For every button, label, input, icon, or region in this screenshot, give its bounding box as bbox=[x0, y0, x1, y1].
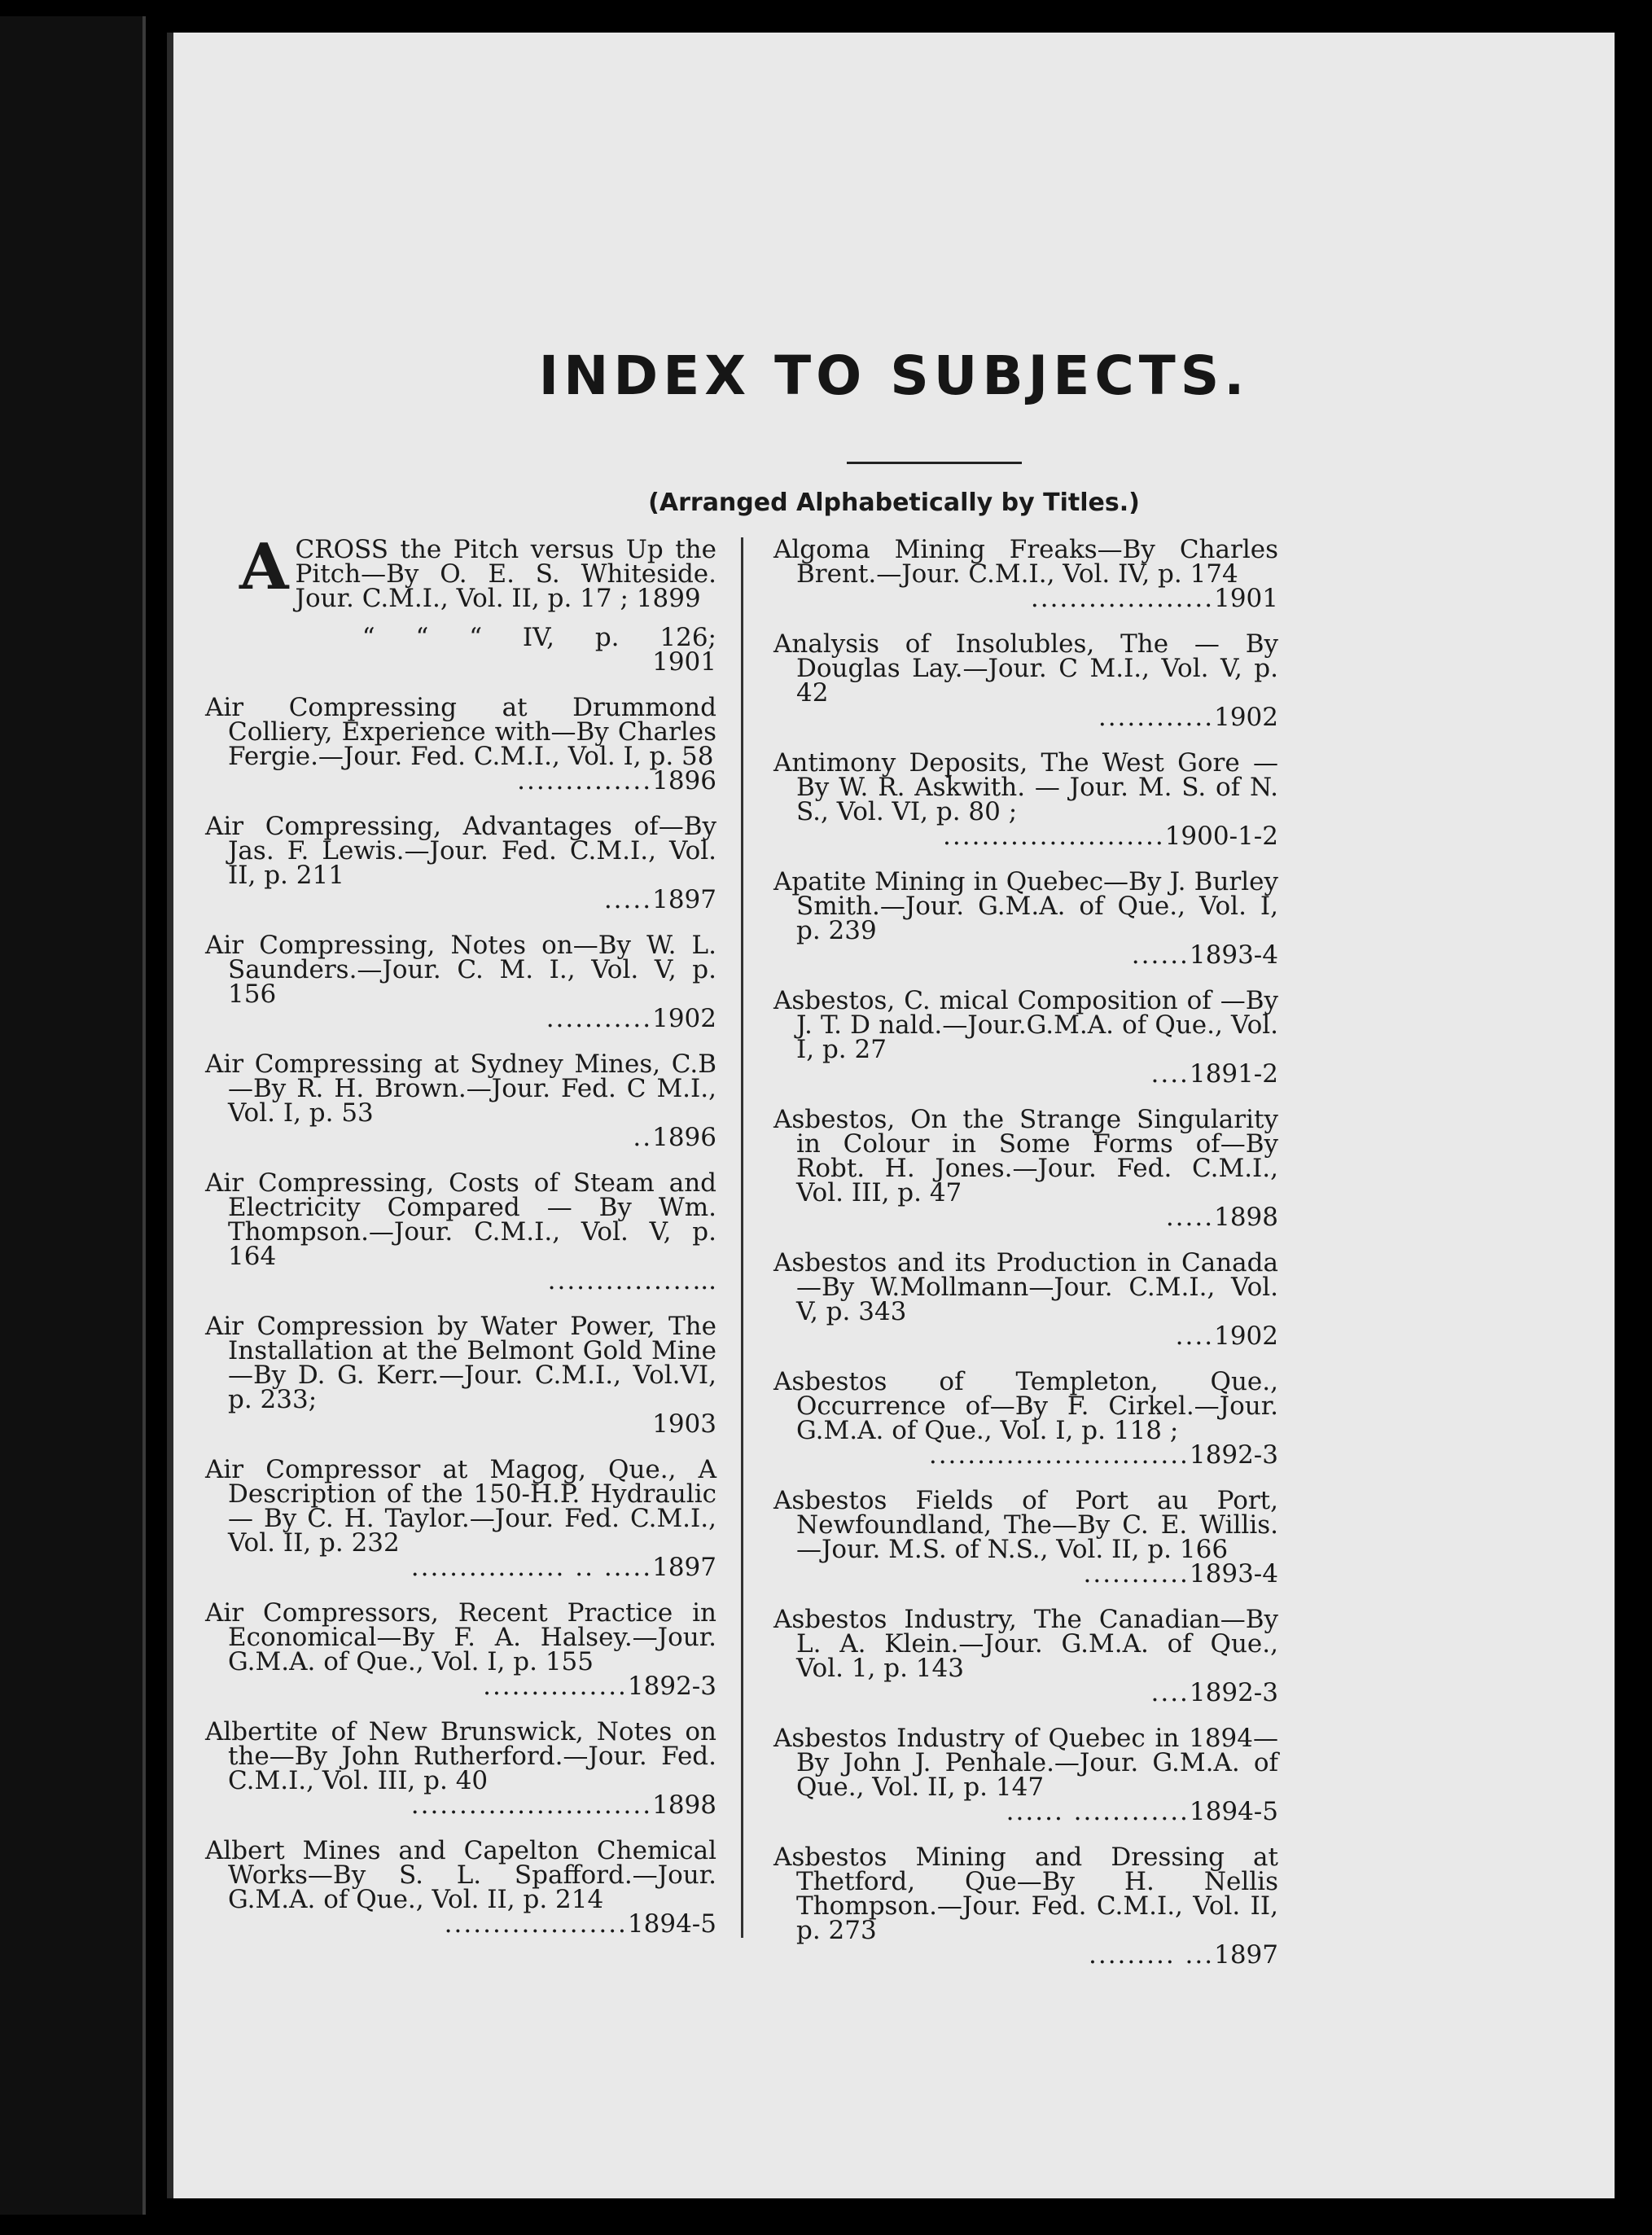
leader-dots: ..... bbox=[603, 887, 653, 912]
index-entry bbox=[205, 1314, 716, 1436]
index-entry bbox=[773, 629, 1278, 730]
leader-dots: .............. bbox=[517, 769, 653, 793]
leader-dots: .... bbox=[1150, 1062, 1190, 1086]
leader-dots: ............ bbox=[1098, 705, 1215, 730]
leader-dots: ..... bbox=[1165, 1205, 1215, 1229]
index-entries-left bbox=[205, 695, 716, 1936]
index-entry-text: Albert Mines and Capelton Chemical Works—By S. L. Spafford.—Jour. G.M.A. of Que., Vol. II, p. 214 bbox=[205, 1836, 716, 1914]
index-entry-tail bbox=[796, 1681, 1278, 1705]
index-entry-year: 1898 bbox=[652, 1793, 716, 1817]
index-entry-tail bbox=[228, 887, 716, 912]
index-entry-tail bbox=[228, 1912, 716, 1936]
index-entry-year: 1892-3 bbox=[627, 1674, 716, 1698]
index-entry-text: Asbestos of Templeton, Que., Occurrence of—By F. Cirkel.—Jour. G.M.A. of Que., Vol. I, p. 118 ; bbox=[773, 1367, 1278, 1445]
index-entry bbox=[205, 1168, 716, 1293]
leader-dots: ......................... bbox=[410, 1793, 653, 1817]
index-entry-text: Asbestos and its Production in Canada—By W.Mollmann—Jour. C.M.I., Vol. V, p. 343 bbox=[773, 1248, 1278, 1326]
index-entry-text: Asbestos, On the Strange Singularity in Colour in Some Forms of—By Robt. H. Jones.—Jour. Fed. C.M.I., Vol. III, p. 47 bbox=[773, 1105, 1278, 1207]
leader-dots: ......... ... bbox=[1088, 1943, 1215, 1967]
index-entry bbox=[773, 537, 1278, 611]
index-entry bbox=[773, 1845, 1278, 1967]
index-entry-year: 1898 bbox=[1214, 1205, 1278, 1229]
index-entry-year: 1897 bbox=[652, 1555, 716, 1580]
index-entry-tail: ..1896 bbox=[228, 1125, 716, 1150]
page-subtitle: (Arranged Alphabetically by Titles.) bbox=[648, 489, 1140, 517]
index-entry-text: Asbestos Mining and Dressing at Thetford, Que—By H. Nellis Thompson.—Jour. Fed. C.M.I., Vol. II, p. 273 bbox=[773, 1843, 1278, 1945]
index-entry-year: ... bbox=[692, 1269, 716, 1293]
index-entry-year: 1901 bbox=[1214, 586, 1278, 611]
index-entries-right bbox=[773, 537, 1278, 1967]
index-entry-year: 1894-5 bbox=[627, 1912, 716, 1936]
index-entry-tail bbox=[796, 1324, 1278, 1348]
page-title: INDEX TO SUBJECTS. bbox=[538, 344, 1250, 407]
index-entry-tail bbox=[796, 1799, 1278, 1824]
index-entry-tail bbox=[796, 1443, 1278, 1467]
index-entry-tail bbox=[228, 1269, 716, 1293]
index-entry-tail bbox=[796, 705, 1278, 730]
index-entry-year: 1894-5 bbox=[1189, 1799, 1278, 1824]
index-entry bbox=[205, 695, 716, 793]
index-entry-text: Algoma Mining Freaks—By Charles Brent.—Jour. C.M.I., Vol. IV, p. 174 bbox=[773, 535, 1278, 589]
index-entry-text: Air Compressors, Recent Practice in Economical—By F. A. Halsey.—Jour. G.M.A. of Que., Vol. I, p. 155 bbox=[205, 1598, 716, 1676]
index-entry bbox=[773, 1488, 1278, 1586]
index-entry-first bbox=[205, 530, 716, 677]
leader-dots: ................... bbox=[1030, 586, 1215, 611]
leader-dots: ................ .. ..... bbox=[410, 1555, 653, 1580]
index-entry-tail bbox=[796, 1205, 1278, 1229]
index-entry-year: 1893-4 bbox=[1189, 943, 1278, 967]
index-column-right bbox=[773, 537, 1278, 1988]
index-entry-text: Analysis of Insolubles, The — By Douglas Lay.—Jour. C M.I., Vol. V, p. 42 bbox=[773, 629, 1278, 708]
index-entry-year: 1902 bbox=[1214, 1324, 1278, 1348]
index-entry bbox=[773, 867, 1278, 967]
index-entry bbox=[205, 1717, 716, 1817]
index-entry-tail bbox=[228, 1793, 716, 1817]
index-entry-year: 1897 bbox=[1214, 1943, 1278, 1967]
index-entry-year: 1892-3 bbox=[1189, 1681, 1278, 1705]
leader-dots: ............... bbox=[483, 1674, 628, 1698]
index-entry bbox=[773, 1248, 1278, 1348]
index-entry bbox=[205, 1457, 716, 1580]
index-column-left bbox=[205, 530, 716, 1957]
drop-cap: A bbox=[239, 530, 289, 604]
index-entry-text: Antimony Deposits, The West Gore —By W. R. Askwith. — Jour. M. S. of N. S., Vol. VI, p. 80 ; bbox=[773, 748, 1278, 826]
index-entry bbox=[205, 1838, 716, 1936]
index-entry-text: Air Compressing at Sydney Mines, C.B—By R. H. Brown.—Jour. Fed. C M.I., Vol. I, p. 53 bbox=[205, 1050, 716, 1128]
index-entry-tail bbox=[228, 1412, 716, 1436]
index-entry-year: 1900-1-2 bbox=[1164, 824, 1278, 848]
leader-dots: .... bbox=[1150, 1681, 1190, 1705]
index-entry-text: Air Compressing, Advantages of—By Jas. F. Lewis.—Jour. Fed. C.M.I., Vol. II, p. 211 bbox=[205, 812, 716, 890]
index-entry-text: Air Compressing, Notes on—By W. L. Saunders.—Jour. C. M. I., Vol. V, p. 156 bbox=[205, 931, 716, 1009]
index-entry bbox=[773, 748, 1278, 848]
index-entry bbox=[205, 814, 716, 912]
index-entry-text: Apatite Mining in Quebec—By J. Burley Smith.—Jour. G.M.A. of Que., Vol. I, p. 239 bbox=[773, 867, 1278, 945]
index-entry-text: Asbestos Industry, The Canadian—By L. A. Klein.—Jour. G.M.A. of Que., Vol. 1, p. 143 bbox=[773, 1605, 1278, 1683]
index-entry bbox=[205, 1598, 716, 1698]
index-entry-year: 1892-3 bbox=[1189, 1443, 1278, 1467]
column-divider bbox=[741, 537, 743, 1938]
index-entry-year: 1893-4 bbox=[1189, 1562, 1278, 1586]
index-entry-text: Albertite of New Brunswick, Notes on the—By John Rutherford.—Jour. Fed. C.M.I., Vol. III, p. 40 bbox=[205, 1717, 716, 1795]
index-entry-text: CROSS the Pitch versus Up the Pitch—By O. E. S. Whiteside. Jour. C.M.I., Vol. II, p. 17 ; 1899 bbox=[295, 535, 716, 613]
index-entry bbox=[773, 1607, 1278, 1705]
leader-dots: .... bbox=[1175, 1324, 1215, 1348]
index-entry-tail bbox=[796, 943, 1278, 967]
index-entry-year: 1902 bbox=[1214, 705, 1278, 730]
index-entry-tail bbox=[228, 1006, 716, 1031]
index-entry-text: Asbestos, C. mical Composition of —By J. T. D nald.—Jour.G.M.A. of Que., Vol. I, p. 27 bbox=[773, 986, 1278, 1064]
index-entry-year: 1896 bbox=[652, 1125, 716, 1150]
index-entry-year: 1902 bbox=[652, 1006, 716, 1031]
title-rule bbox=[847, 462, 1022, 464]
index-entry-tail bbox=[796, 586, 1278, 611]
index-entry bbox=[205, 933, 716, 1031]
ditto-line: “ “ “ IV, p. 126; 1901 bbox=[362, 623, 716, 677]
index-entry-text: Asbestos Fields of Port au Port, Newfoundland, The—By C. E. Willis.—Jour. M.S. of N.S., Vol. II, p. 166 bbox=[773, 1486, 1278, 1564]
index-entry-text: Air Compressing at Drummond Colliery, Experience with—By Charles Fergie.—Jour. Fed. C.M.I., Vol. I, p. 58 bbox=[205, 693, 716, 771]
adjacent-page-edge bbox=[0, 16, 146, 2215]
index-entry bbox=[773, 1726, 1278, 1824]
index-entry-year: 1903 bbox=[652, 1412, 716, 1436]
index-entry-year: 1891-2 bbox=[1189, 1062, 1278, 1086]
index-entry-tail bbox=[796, 1562, 1278, 1586]
index-entry bbox=[773, 1369, 1278, 1467]
index-entry-tail bbox=[228, 1674, 716, 1698]
leader-dots: ...... bbox=[1131, 943, 1190, 967]
index-entry bbox=[205, 1052, 716, 1150]
index-entry-tail bbox=[228, 769, 716, 793]
leader-dots: ....................... bbox=[943, 824, 1165, 848]
index-entry bbox=[773, 988, 1278, 1086]
index-entry-text: Air Compressor at Magog, Que., A Description of the 150-H.P. Hydraulic — By C. H. Taylor.—Jour. Fed. C.M.I., Vol. II, p. 232 bbox=[205, 1455, 716, 1558]
leader-dots: ............... bbox=[547, 1269, 693, 1293]
index-entry-text: Air Compression by Water Power, The Installation at the Belmont Gold Mine—By D. G. Kerr.—Jour. C.M.I., Vol.VI, p. 233; bbox=[205, 1312, 716, 1414]
index-entry-year: 1896 bbox=[652, 769, 716, 793]
leader-dots: ........................... bbox=[928, 1443, 1190, 1467]
index-entry-tail bbox=[796, 824, 1278, 848]
index-entry-text: Asbestos Industry of Quebec in 1894—By John J. Penhale.—Jour. G.M.A. of Que., Vol. II, p. 147 bbox=[773, 1724, 1278, 1802]
index-entry-text: Air Compressing, Costs of Steam and Electricity Compared — By Wm. Thompson.—Jour. C.M.I., Vol. V, p. 164 bbox=[205, 1168, 716, 1271]
index-entry bbox=[773, 1107, 1278, 1229]
index-entry-year: 1897 bbox=[652, 887, 716, 912]
leader-dots: ........... bbox=[1083, 1562, 1190, 1586]
index-entry-tail bbox=[796, 1062, 1278, 1086]
leader-dots: ........... bbox=[546, 1006, 653, 1031]
index-entry-tail bbox=[796, 1943, 1278, 1967]
leader-dots: ...... ............ bbox=[1006, 1799, 1190, 1824]
leader-dots: ................... bbox=[444, 1912, 628, 1936]
index-entry-tail bbox=[228, 1555, 716, 1580]
